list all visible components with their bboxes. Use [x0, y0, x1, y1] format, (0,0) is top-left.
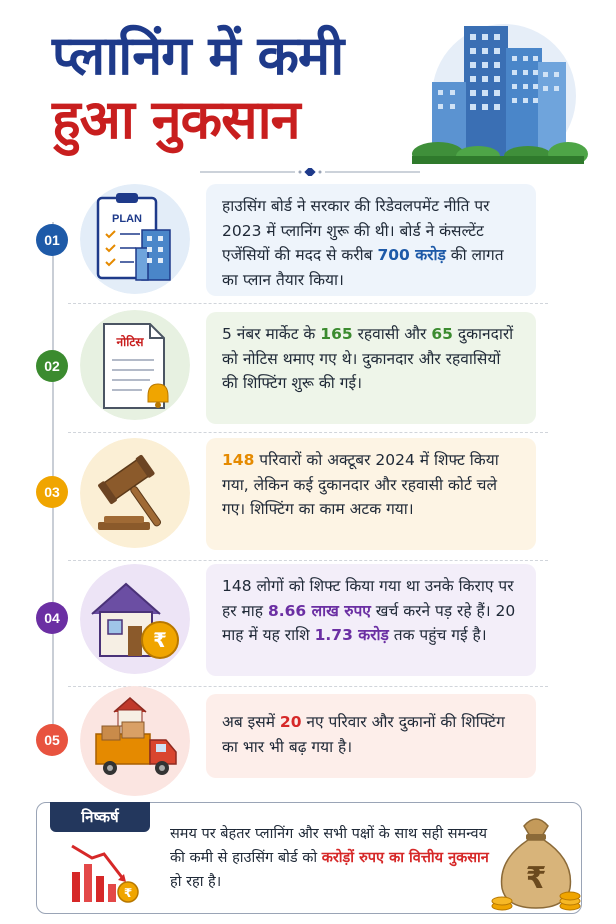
separator	[68, 560, 548, 561]
info-card	[206, 438, 536, 550]
info-card	[206, 564, 536, 676]
notice-document-icon	[80, 310, 190, 420]
list-item	[0, 562, 616, 686]
step-number: 05	[36, 724, 68, 756]
conclusion-text	[170, 822, 490, 894]
header-divider	[200, 168, 420, 176]
house-rupee-icon	[80, 564, 190, 674]
highlight-loss: करोड़ों रुपए का वित्तीय नुकसान	[321, 850, 489, 866]
list-item	[0, 180, 616, 300]
info-card	[206, 312, 536, 424]
page-title-line2: हुआ नुकसान	[52, 88, 300, 151]
moving-truck-icon	[80, 686, 190, 796]
svg-text:₹: ₹	[153, 628, 167, 652]
conclusion-text-part: समय पर बेहतर प्लानिंग और सभी पक्षों के साथ सही समन्वय की कमी से हाउसिंग बोर्ड को	[170, 826, 487, 866]
notice-label: नोटिस	[116, 335, 144, 349]
city-buildings-icon	[408, 16, 588, 164]
declining-chart-icon	[66, 836, 146, 906]
card-text: तक पहुंच गई है।	[388, 626, 487, 644]
card-text: खर्च करने पड़ रहे हैं। 20 माह में यह राशि	[222, 601, 516, 644]
card-text: अब इसमें	[222, 713, 280, 731]
highlight-amount: 8.66 लाख रुपए	[267, 601, 371, 620]
card-text: परिवारों को अक्टूबर 2024 में शिफ्ट किया गया, लेकिन कई दुकानदार और रहवासी कोर्ट चले गए। शिफ्टिंग का काम अटक गया।	[222, 451, 499, 518]
card-text: 5 नंबर मार्केट के	[222, 325, 321, 343]
step-number: 01	[36, 224, 68, 256]
page-title-line1: प्लानिंग में कमी	[52, 24, 344, 87]
conclusion-label: निष्कर्ष	[50, 802, 150, 832]
card-text: हाउसिंग बोर्ड ने सरकार की रिडेवलपमेंट नीति पर 2023 में प्लानिंग शुरू की थी। बोर्ड ने कंसल्टेंट एजेंसियों की मदद से करीब	[222, 197, 490, 264]
card-text: 148 लोगों को शिफ्ट किया गया था उनके किराए पर हर माह	[222, 577, 514, 620]
separator	[68, 432, 548, 433]
plan-clipboard-icon	[80, 184, 190, 294]
info-card	[206, 184, 536, 296]
card-text: रहवासी और	[352, 325, 432, 343]
header	[0, 0, 616, 170]
money-bag-icon	[490, 808, 582, 916]
list-item	[0, 306, 616, 430]
highlight-count: 65	[431, 325, 453, 343]
highlight-amount: 700 करोड़	[377, 246, 446, 264]
gavel-icon	[80, 438, 190, 548]
highlight-count: 20	[279, 713, 302, 731]
highlight-count: 165	[320, 325, 353, 343]
highlight-amount: 1.73 करोड़	[314, 626, 389, 644]
svg-text:₹: ₹	[525, 861, 547, 896]
conclusion-text-part: हो रहा है।	[170, 874, 222, 890]
card-text: की लागत का प्लान तैयार किया।	[222, 246, 504, 289]
highlight-count: 148	[222, 451, 255, 469]
svg-text:₹: ₹	[123, 886, 133, 900]
card-text: दुकानदारों को नोटिस थमाए गए थे। दुकानदार और रहवासियों की शिफ्टिंग शुरू की गई।	[222, 325, 514, 392]
card-text: नए परिवार और दुकानों की शिफ्टिंग का भार भी बढ़ गया है।	[222, 713, 505, 756]
info-card	[206, 694, 536, 778]
separator	[68, 303, 548, 304]
step-number: 02	[36, 350, 68, 382]
step-number: 04	[36, 602, 68, 634]
step-number: 03	[36, 476, 68, 508]
plan-label: PLAN	[112, 213, 142, 225]
list-item	[0, 688, 616, 794]
list-item	[0, 436, 616, 560]
